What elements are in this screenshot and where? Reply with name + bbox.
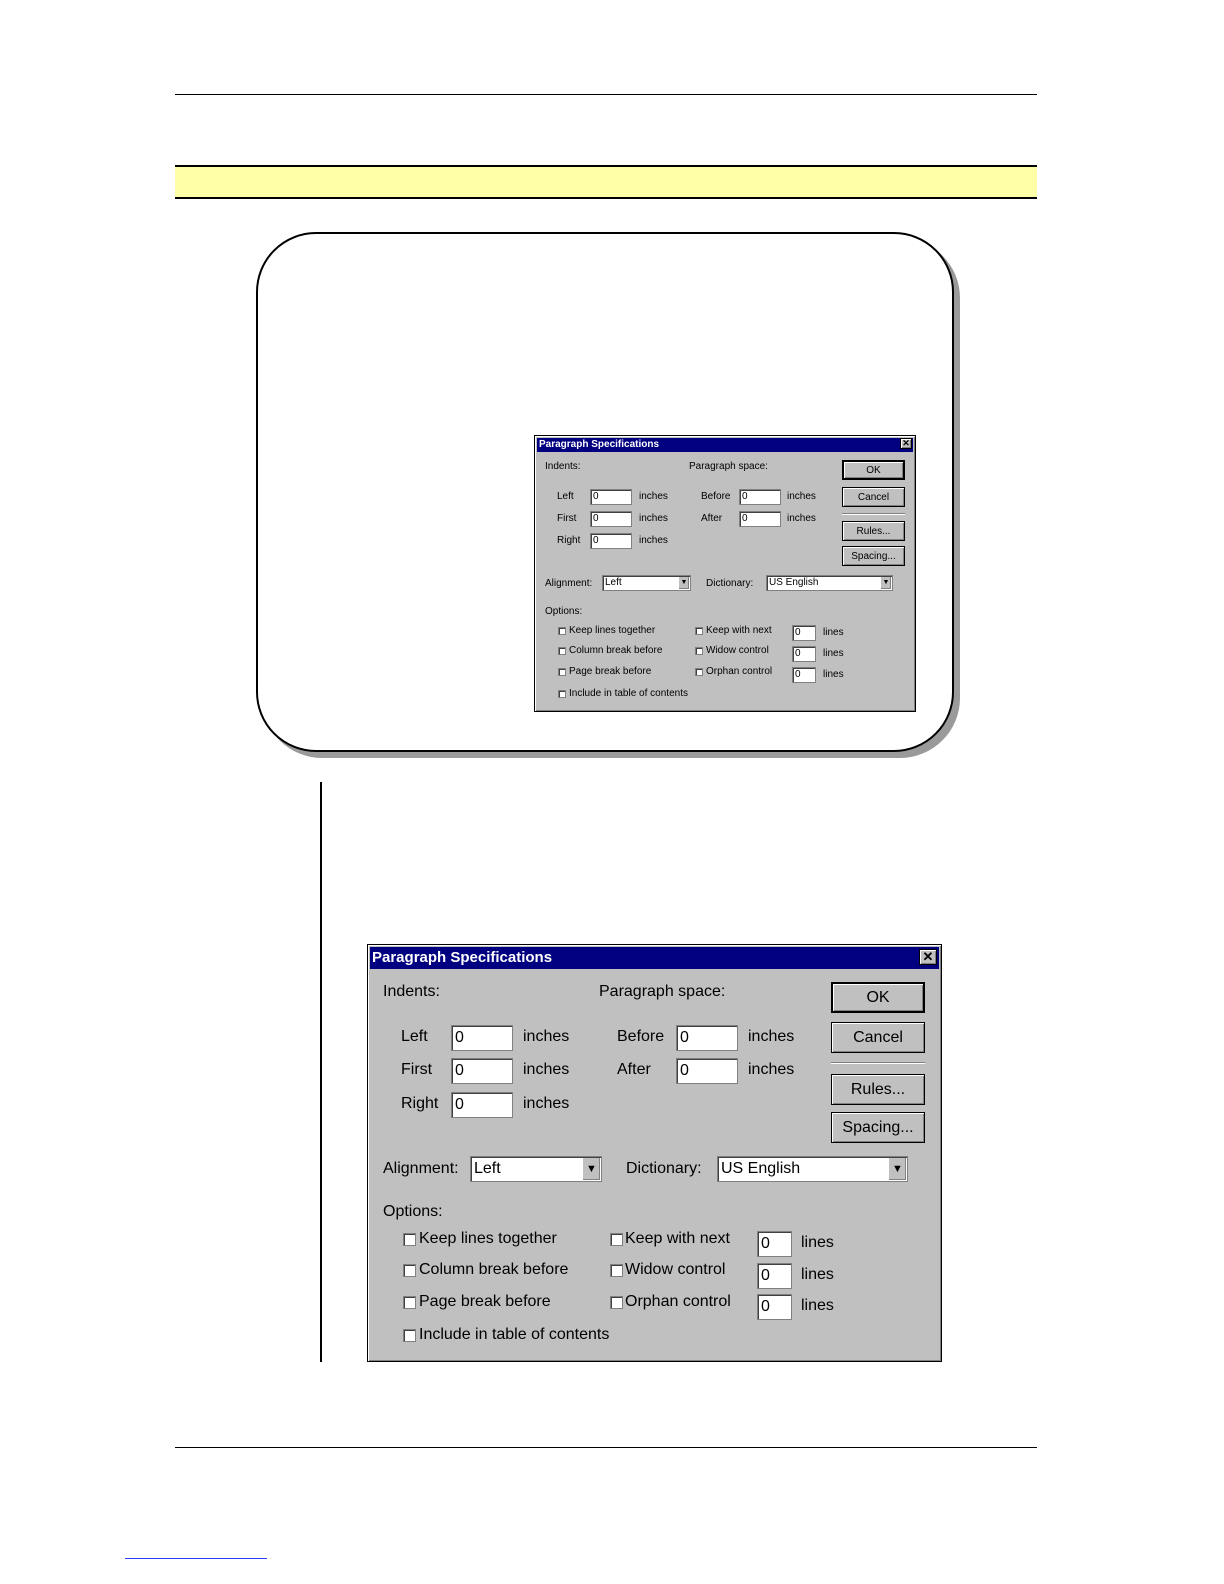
keep-with-next-label: Keep with next — [625, 1230, 730, 1247]
space-after-label: After — [701, 513, 723, 524]
keep-with-next-lines-input[interactable]: 0 — [792, 625, 816, 641]
spacing-button[interactable]: Spacing... — [842, 546, 905, 566]
column-break-before-checkbox[interactable] — [403, 1264, 416, 1277]
include-in-toc-label: Include in table of contents — [419, 1326, 610, 1343]
column-break-before-label: Column break before — [419, 1261, 569, 1278]
section-heading-band — [175, 165, 1037, 199]
indent-right-input[interactable]: 0 — [590, 533, 632, 549]
indent-first-unit: inches — [523, 1061, 570, 1078]
indent-left-unit: inches — [639, 491, 668, 502]
dialog-title-bar — [370, 947, 939, 969]
space-after-unit: inches — [748, 1061, 795, 1078]
widow-lines-unit: lines — [801, 1266, 834, 1283]
orphan-control-checkbox[interactable] — [610, 1296, 623, 1309]
keep-lines-together-label: Keep lines together — [419, 1230, 557, 1247]
alignment-value: Left — [474, 1160, 501, 1177]
options-heading: Options: — [383, 1203, 443, 1220]
indent-left-input[interactable]: 0 — [451, 1025, 513, 1051]
widow-control-checkbox[interactable] — [695, 647, 703, 655]
space-before-unit: inches — [787, 491, 816, 502]
close-icon[interactable]: ✕ — [900, 438, 912, 449]
widow-lines-input[interactable]: 0 — [757, 1263, 792, 1289]
page-break-before-checkbox[interactable] — [558, 668, 566, 676]
orphan-control-label: Orphan control — [706, 666, 773, 677]
dialog-title-bar — [537, 438, 913, 452]
paragraph-space-heading: Paragraph space: — [689, 461, 768, 472]
orphan-lines-unit: lines — [823, 669, 844, 680]
footer-rule — [175, 1447, 1037, 1448]
indent-first-label: First — [557, 513, 577, 524]
widow-lines-unit: lines — [823, 648, 844, 659]
widow-control-label: Widow control — [625, 1261, 726, 1278]
column-break-before-checkbox[interactable] — [558, 647, 566, 655]
rules-button[interactable]: Rules... — [831, 1074, 925, 1105]
column-break-before-label: Column break before — [569, 645, 663, 656]
space-after-input[interactable]: 0 — [676, 1058, 738, 1084]
button-separator — [831, 1062, 925, 1064]
indent-left-unit: inches — [523, 1028, 570, 1045]
orphan-control-checkbox[interactable] — [695, 668, 703, 676]
indent-right-unit: inches — [523, 1095, 570, 1112]
dictionary-select[interactable] — [717, 1156, 908, 1182]
dictionary-value: US English — [721, 1160, 801, 1177]
space-before-input[interactable]: 0 — [676, 1025, 738, 1051]
include-in-toc-checkbox[interactable] — [558, 690, 566, 698]
options-heading: Options: — [545, 606, 583, 617]
footer-link-underline — [125, 1558, 267, 1559]
include-in-toc-checkbox[interactable] — [403, 1329, 416, 1342]
button-separator — [842, 513, 905, 515]
dictionary-select[interactable] — [766, 575, 893, 591]
chevron-down-icon[interactable]: ▼ — [880, 577, 891, 589]
keep-with-next-lines-unit: lines — [823, 627, 844, 638]
paragraph-specifications-dialog-small — [534, 435, 916, 712]
keep-with-next-label: Keep with next — [706, 625, 772, 636]
dictionary-label: Dictionary: — [626, 1160, 702, 1177]
dictionary-label: Dictionary: — [706, 578, 754, 589]
space-before-label: Before — [701, 491, 731, 502]
keep-with-next-checkbox[interactable] — [610, 1233, 623, 1246]
indent-left-input[interactable]: 0 — [590, 489, 632, 505]
chevron-down-icon[interactable]: ▼ — [582, 1158, 600, 1180]
margin-bar — [320, 782, 322, 1362]
spacing-button[interactable]: Spacing... — [831, 1112, 925, 1143]
indent-first-label: First — [401, 1061, 433, 1078]
widow-lines-input[interactable]: 0 — [792, 646, 816, 662]
paragraph-specifications-dialog — [367, 944, 942, 1362]
indent-first-unit: inches — [639, 513, 668, 524]
dialog-title: Paragraph Specifications — [372, 949, 553, 966]
keep-with-next-lines-unit: lines — [801, 1234, 834, 1251]
ok-button[interactable]: OK — [842, 460, 905, 480]
keep-lines-together-checkbox[interactable] — [558, 627, 566, 635]
indent-first-input[interactable]: 0 — [451, 1058, 513, 1084]
page-break-before-label: Page break before — [419, 1293, 551, 1310]
paragraph-space-heading: Paragraph space: — [599, 983, 726, 1000]
ok-button[interactable]: OK — [831, 982, 925, 1013]
indent-right-unit: inches — [639, 535, 668, 546]
chevron-down-icon[interactable]: ▼ — [678, 577, 689, 589]
dialog-title: Paragraph Specifications — [539, 439, 660, 450]
include-in-toc-label: Include in table of contents — [569, 688, 688, 699]
close-icon[interactable]: ✕ — [919, 949, 937, 965]
page-break-before-checkbox[interactable] — [403, 1296, 416, 1309]
indents-heading: Indents: — [383, 983, 440, 1000]
chevron-down-icon[interactable]: ▼ — [888, 1158, 906, 1180]
orphan-lines-unit: lines — [801, 1297, 834, 1314]
space-before-label: Before — [617, 1028, 665, 1045]
indent-right-input[interactable]: 0 — [451, 1092, 513, 1118]
widow-control-label: Widow control — [706, 645, 769, 656]
space-after-unit: inches — [787, 513, 816, 524]
indent-right-label: Right — [401, 1095, 439, 1112]
page-break-before-label: Page break before — [569, 666, 652, 677]
alignment-label: Alignment: — [545, 578, 593, 589]
dictionary-value: US English — [769, 577, 819, 588]
widow-control-checkbox[interactable] — [610, 1264, 623, 1277]
alignment-select[interactable] — [470, 1156, 602, 1182]
alignment-value: Left — [605, 577, 622, 588]
indent-left-label: Left — [557, 491, 574, 502]
keep-lines-together-checkbox[interactable] — [403, 1233, 416, 1246]
alignment-select[interactable] — [602, 575, 691, 591]
cancel-button[interactable]: Cancel — [831, 1022, 925, 1053]
indent-first-input[interactable]: 0 — [590, 511, 632, 527]
space-after-input[interactable]: 0 — [739, 511, 781, 527]
orphan-lines-input[interactable]: 0 — [792, 667, 816, 683]
orphan-control-label: Orphan control — [625, 1293, 731, 1310]
alignment-label: Alignment: — [383, 1160, 459, 1177]
cancel-button[interactable]: Cancel — [842, 487, 905, 507]
indents-heading: Indents: — [545, 461, 581, 472]
orphan-lines-input[interactable]: 0 — [757, 1294, 792, 1320]
space-before-unit: inches — [748, 1028, 795, 1045]
rules-button[interactable]: Rules... — [842, 521, 905, 541]
indent-left-label: Left — [401, 1028, 428, 1045]
keep-with-next-lines-input[interactable]: 0 — [757, 1231, 792, 1257]
space-after-label: After — [617, 1061, 651, 1078]
keep-with-next-checkbox[interactable] — [695, 627, 703, 635]
space-before-input[interactable]: 0 — [739, 489, 781, 505]
indent-right-label: Right — [557, 535, 581, 546]
header-rule — [175, 94, 1037, 95]
keep-lines-together-label: Keep lines together — [569, 625, 656, 636]
